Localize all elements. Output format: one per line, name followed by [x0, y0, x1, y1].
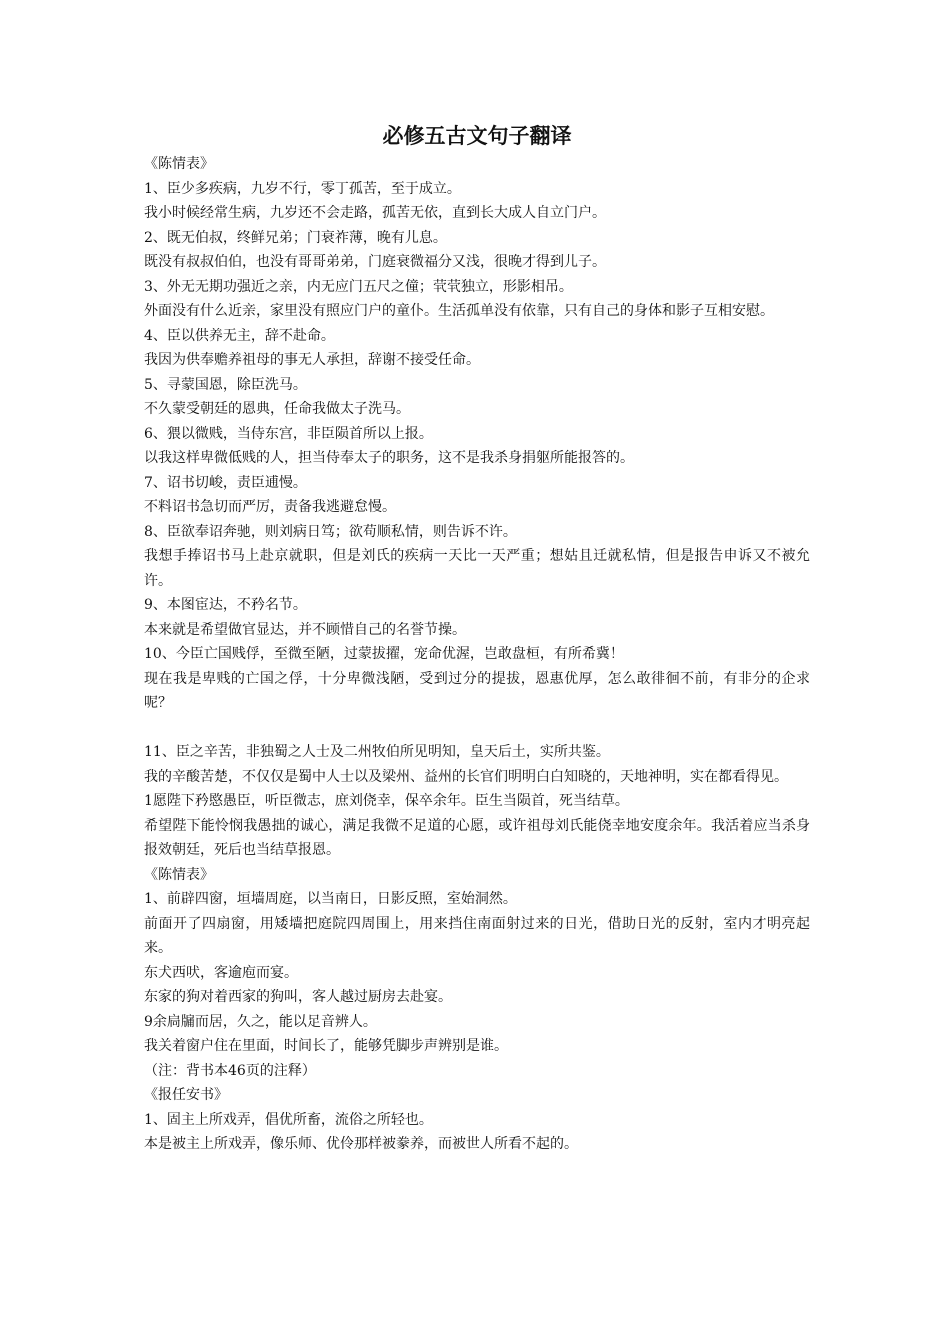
source-sentence: 7、诏书切峻，责臣逋慢。 — [144, 474, 307, 491]
section-heading: 《陈情表》 — [144, 156, 214, 172]
translation-line: 我的辛酸苦楚，不仅仅是蜀中人士以及梁州、益州的长官们明明白白知晓的，天地神明，实在都看得见。 — [144, 768, 788, 785]
source-sentence: 3、外无无期功强近之亲，内无应门五尺之僮；茕茕独立，形影相吊。 — [144, 278, 573, 295]
source-sentence: 东犬西吠，客逾庖而宴。 — [144, 964, 298, 981]
source-sentence: 1愿陛下矜愍愚臣，听臣微志，庶刘侥幸，保卒余年。臣生当陨首，死当结草。 — [144, 793, 629, 809]
translation-line: 我小时候经常生病，九岁还不会走路，孤苦无依，直到长大成人自立门户。 — [144, 205, 606, 221]
note-line: （注：背书本46页的注释） — [144, 1062, 316, 1079]
section-heading: 《陈情表》 — [144, 866, 214, 883]
translation-line: 希望陛下能怜悯我愚拙的诚心，满足我微不足道的心愿，或许祖母刘氏能侥幸地安度余年。我活着应当杀身报效朝廷，死后也当结草报恩。 — [144, 817, 810, 858]
section-heading: 《报任安书》 — [144, 1087, 228, 1103]
translation-line: 我因为供奉赡养祖母的事无人承担，辞谢不接受任命。 — [144, 352, 480, 368]
translation-line: 既没有叔叔伯伯，也没有哥哥弟弟，门庭衰微福分又浅，很晚才得到儿子。 — [144, 254, 606, 270]
translation-line: 东家的狗对着西家的狗叫，客人越过厨房去赴宴。 — [144, 989, 452, 1005]
source-sentence: 1、前辟四窗，垣墙周庭，以当南日，日影反照，室始洞然。 — [144, 891, 517, 907]
source-sentence: 11、臣之辛苦，非独蜀之人士及二州牧伯所见明知，皇天后土，实所共鉴。 — [144, 744, 610, 760]
source-sentence: 1、臣少多疾病，九岁不行，零丁孤苦，至于成立。 — [144, 180, 461, 197]
source-sentence: 8、臣欲奉诏奔驰，则刘病日笃；欲苟顺私情，则告诉不许。 — [144, 523, 517, 540]
translation-line: 我关着窗户住在里面，时间长了，能够凭脚步声辨别是谁。 — [144, 1038, 508, 1054]
translation-line: 本来就是希望做官显达，并不顾惜自己的名誉节操。 — [144, 621, 466, 638]
source-sentence: 10、今臣亡国贱俘，至微至陋，过蒙拔擢，宠命优渥，岂敢盘桓，有所希冀！ — [144, 646, 624, 662]
document-title: 必修五古文句子翻译 — [382, 124, 572, 148]
blank-line — [144, 716, 810, 741]
source-sentence: 4、臣以供养无主，辞不赴命。 — [144, 327, 335, 344]
translation-line: 现在我是卑贱的亡国之俘，十分卑微浅陋，受到过分的提拔，恩惠优厚，怎么敢徘徊不前，有非分的企求呢？ — [144, 670, 810, 711]
source-sentence: 5、寻蒙国恩，除臣洗马。 — [144, 376, 307, 393]
translation-line: 本是被主上所戏弄，像乐师、优伶那样被豢养，而被世人所看不起的。 — [144, 1136, 578, 1152]
source-sentence: 9余扃牖而居，久之，能以足音辨人。 — [144, 1013, 377, 1030]
translation-line: 外面没有什么近亲，家里没有照应门户的童仆。生活孤单没有依靠，只有自己的身体和影子互相安慰。 — [144, 303, 774, 319]
translation-line: 不料诏书急切而严厉，责备我逃避怠慢。 — [144, 499, 396, 515]
translation-line: 不久蒙受朝廷的恩典，任命我做太子洗马。 — [144, 401, 410, 417]
source-sentence: 1、固主上所戏弄，倡优所畜，流俗之所轻也。 — [144, 1111, 433, 1128]
translation-line: 以我这样卑微低贱的人，担当侍奉太子的职务，这不是我杀身捐躯所能报答的。 — [144, 450, 634, 466]
source-sentence: 9、本图宦达，不矜名节。 — [144, 597, 307, 613]
source-sentence: 6、猥以微贱，当侍东宫，非臣陨首所以上报。 — [144, 425, 433, 442]
document-page — [144, 120, 810, 1157]
source-sentence: 2、既无伯叔，终鲜兄弟；门衰祚薄，晚有儿息。 — [144, 229, 447, 246]
translation-line: 前面开了四扇窗，用矮墙把庭院四周围上，用来挡住南面射过来的日光，借助日光的反射，室内才明亮起来。 — [144, 915, 810, 956]
translation-line: 我想手捧诏书马上赴京就职，但是刘氏的疾病一天比一天严重；想姑且迁就私情，但是报告申诉又不被允许。 — [144, 548, 810, 589]
